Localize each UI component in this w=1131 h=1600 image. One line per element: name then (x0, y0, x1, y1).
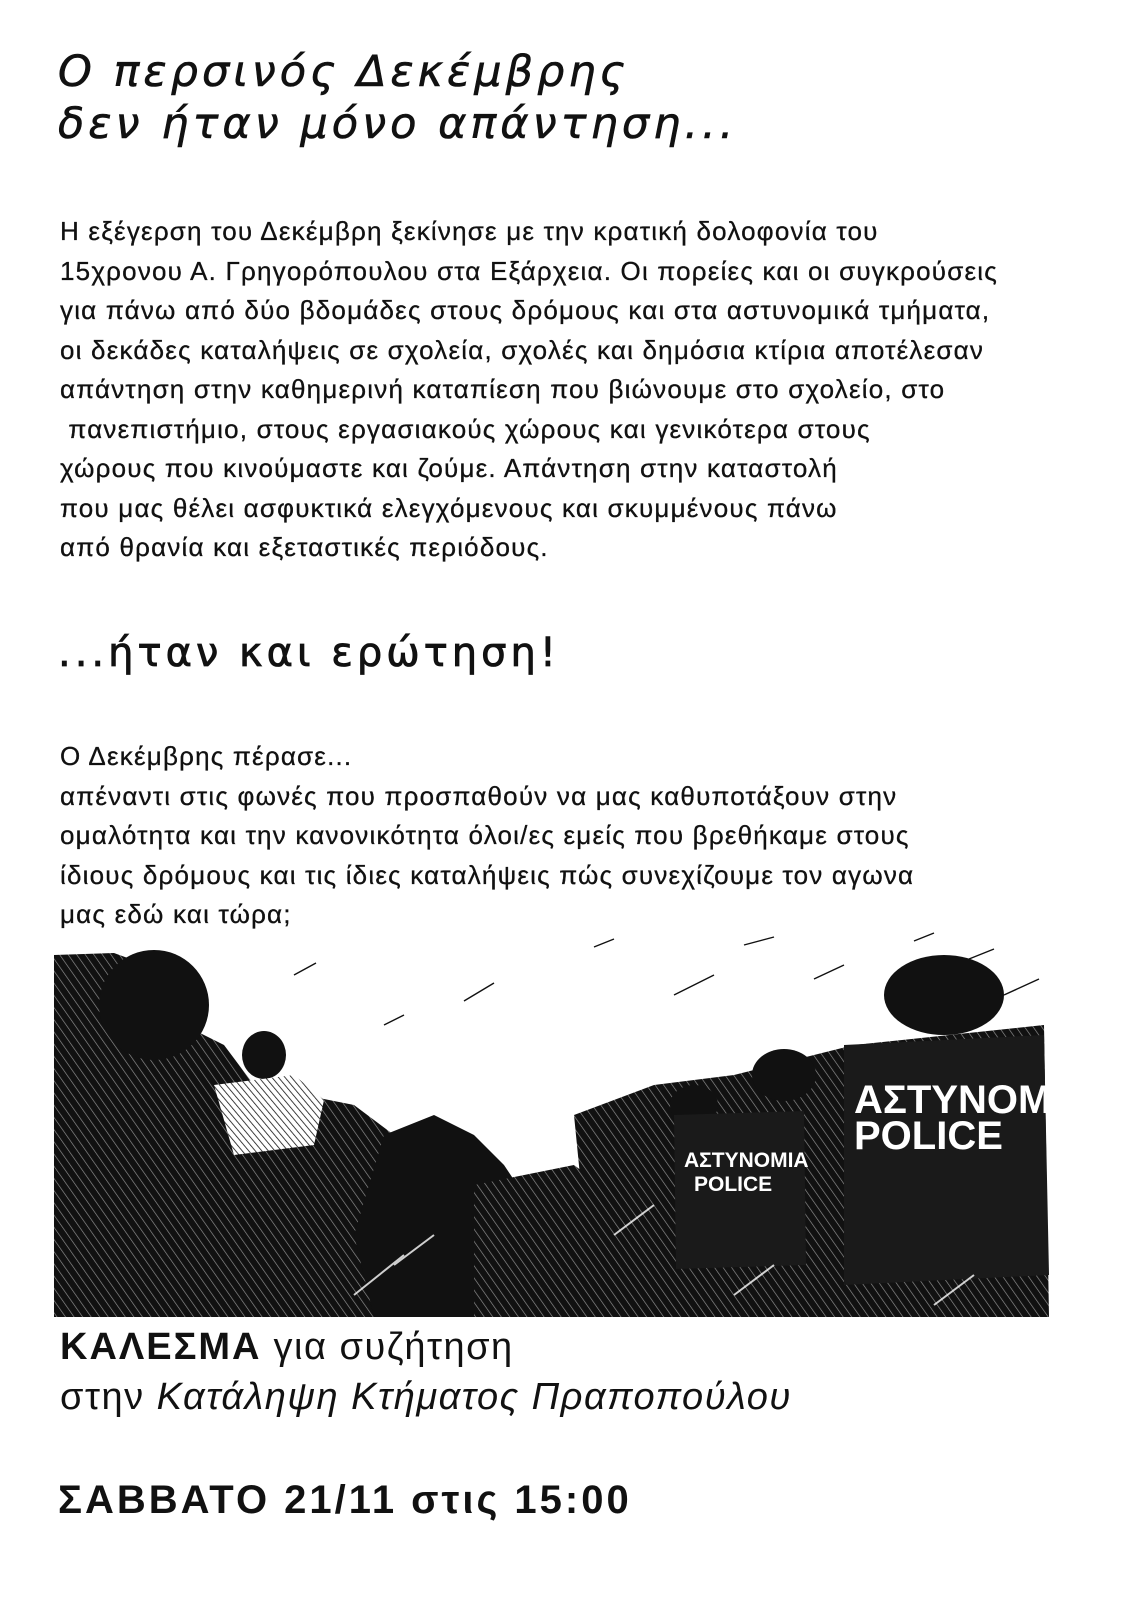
paragraph-line: για πάνω από δύο βδομάδες στους δρόμους και στα αστυνομικά τμήματα, (60, 295, 991, 325)
riot-photo-illustration (54, 935, 1092, 1317)
invitation-call-label: ΚΑΛΕΣΜΑ (60, 1326, 262, 1368)
paragraph-line: απάντηση στην καθημερινή καταπίεση που βιώνουμε στο σχολείο, στο (60, 374, 946, 404)
paragraph-line: ίδιους δρόμους και τις ίδιες καταλήψεις πώς συνεχίζουμε τον αγωνα (60, 859, 915, 890)
shield-label-large-2: POLICE (854, 1114, 1003, 1158)
section-subtitle: ...ήταν και ερώτηση! (58, 630, 560, 676)
question-paragraph (60, 737, 914, 935)
page-title (58, 46, 737, 150)
paragraph-line: Η εξέγερση του Δεκέμβρη ξεκίνησε με την κρατική δολοφονία του (60, 216, 879, 246)
invitation-place-line (60, 1372, 792, 1422)
invitation-call-text: για συζήτηση (261, 1326, 514, 1368)
invitation-place-prefix: στην (60, 1376, 157, 1418)
shield-label-small-1: ΑΣΤΥΝΟΜΙΑ (684, 1149, 809, 1172)
title-line-2: δεν ήταν μόνο απάντηση... (58, 99, 738, 149)
invitation-block (60, 1322, 792, 1422)
paragraph-line: μας εδώ και τώρα; (60, 899, 292, 929)
title-line-1: Ο περσινός Δεκέμβρης (58, 47, 629, 97)
event-date: ΣΑΒΒΑΤΟ 21/11 στις 15:00 (58, 1478, 632, 1522)
shield-label-large-1: ΑΣΤΥΝΟΜΙΑ (854, 1078, 1092, 1122)
paragraph-line: που μας θέλει ασφυκτικά ελεγχόμενους και σκυμμένους πάνω (60, 492, 838, 523)
paragraph-line: χώρους που κινούμαστε και ζούμε. Απάντηση στην καταστολή (60, 453, 838, 483)
paragraph-line: πανεπιστήμιο, στους εργασιακούς χώρους και γενικότερα στους (60, 413, 871, 444)
shield-label-small-2: POLICE (694, 1173, 773, 1196)
paragraph-line: Ο Δεκέμβρης πέρασε... (60, 741, 353, 771)
paragraph-line: απέναντι στις φωνές που προσπαθούν να μας καθυποτάξουν στην (60, 780, 898, 811)
paragraph-line: 15χρονου Α. Γρηγορόπουλου στα Εξάρχεια. Οι πορείες και οι συγκρούσεις (60, 255, 998, 286)
paragraph-line: ομαλότητα και την κανονικότητα όλοι/ες εμείς που βρεθήκαμε στους (60, 820, 910, 850)
intro-paragraph (60, 212, 998, 568)
paragraph-line: οι δεκάδες καταλήψεις σε σχολεία, σχολές και δημόσια κτίρια αποτέλεσαν (60, 334, 985, 365)
invitation-call-line (60, 1322, 792, 1372)
riot-photo (54, 935, 1092, 1317)
paragraph-line: από θρανία και εξεταστικές περιόδους. (60, 532, 549, 562)
invitation-place-name: Κατάληψη Κτήματος Πραποπούλου (156, 1376, 792, 1418)
